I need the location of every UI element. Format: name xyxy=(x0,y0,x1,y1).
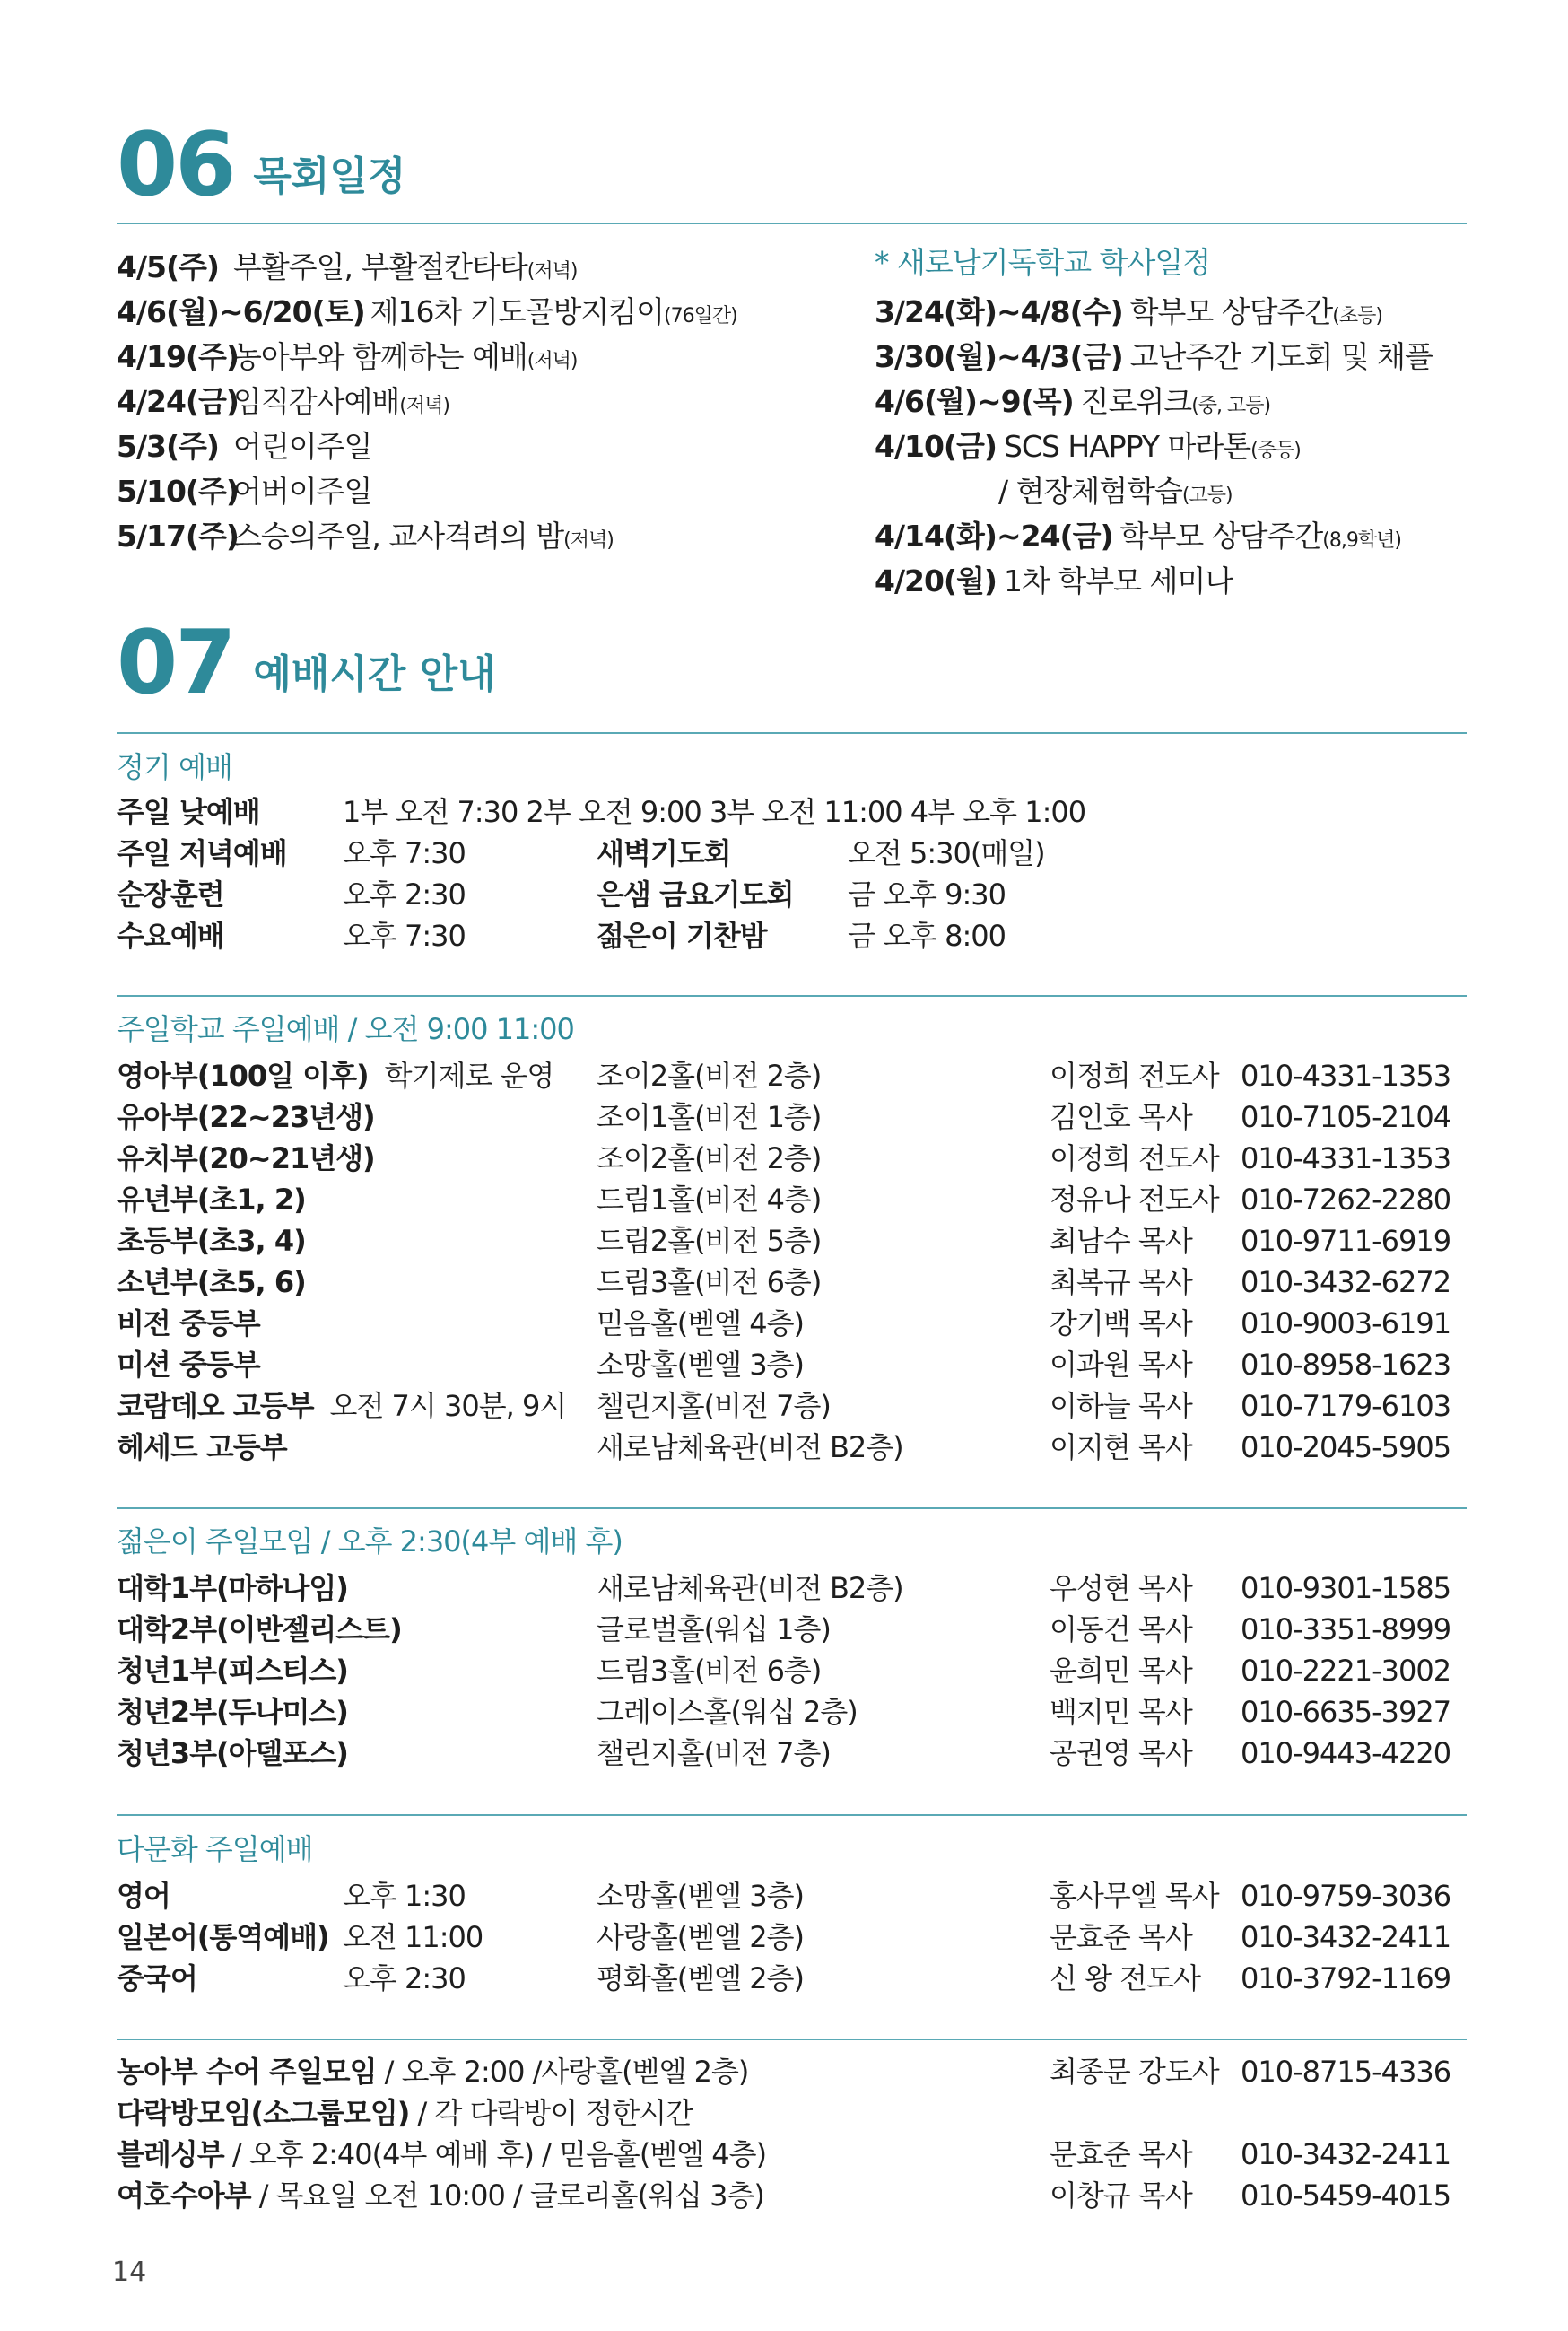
dept-place: 드림3홀(비전 6층) xyxy=(597,1265,822,1299)
schedule-item xyxy=(117,294,737,330)
dept-place: 드림2홀(비전 5층) xyxy=(597,1224,822,1258)
regular-service-name: 새벽기도회 xyxy=(597,836,731,870)
dept-cell xyxy=(117,1430,303,1464)
dept-pastor: 이정희 전도사 xyxy=(1050,1141,1219,1175)
youth-place: 글로벌홀(워십 1층) xyxy=(597,1612,831,1646)
meeting-name: 블레싱부 xyxy=(117,2137,224,2171)
dept-cell xyxy=(117,1100,391,1134)
section-07-header xyxy=(117,612,496,714)
multi-place: 평화홀(벧엘 2층) xyxy=(597,1961,804,1995)
meeting-phone: 010-5459-4015 xyxy=(1241,2178,1451,2213)
schedule-text: 농아부와 함께하는 예배 xyxy=(233,339,527,374)
dept-name: 소년부(초5, 6) xyxy=(117,1265,306,1299)
youth-dept: 청년2부(두나미스) xyxy=(117,1695,348,1729)
regular-worship-heading: 정기 예배 xyxy=(117,750,232,784)
schedule-date: 5/10(주) xyxy=(117,474,239,509)
dept-name: 영아부(100일 이후) xyxy=(117,1059,369,1093)
meeting-cell xyxy=(117,2137,766,2171)
dept-name: 비전 중등부 xyxy=(117,1306,260,1340)
schedule-note: (저녁) xyxy=(527,260,578,283)
youth-place: 챌린지홀(비전 7층) xyxy=(597,1736,831,1770)
youth-phone: 010-3351-8999 xyxy=(1241,1612,1451,1646)
school-item xyxy=(875,563,1233,599)
school-date: 4/10(금) xyxy=(875,429,997,464)
divider xyxy=(117,732,1467,734)
multi-pastor: 홍사무엘 목사 xyxy=(1050,1879,1219,1913)
meeting-cell xyxy=(117,2178,764,2213)
dept-cell xyxy=(117,1348,276,1382)
multi-lang: 영어 xyxy=(117,1879,170,1913)
school-item xyxy=(875,429,1301,465)
schedule-item xyxy=(117,429,371,465)
schedule-note: (76일간) xyxy=(664,305,737,327)
meeting-cell xyxy=(117,2055,748,2089)
meeting-pastor: 문효준 목사 xyxy=(1050,2137,1192,2171)
multi-pastor: 문효준 목사 xyxy=(1050,1920,1192,1954)
youth-phone: 010-9443-4220 xyxy=(1241,1736,1451,1770)
dept-place: 드림1홀(비전 4층) xyxy=(597,1183,822,1217)
schedule-item xyxy=(117,474,371,510)
multi-time: 오후 2:30 xyxy=(343,1961,466,1995)
youth-pastor: 이동건 목사 xyxy=(1050,1612,1192,1646)
dept-extra: 오전 7시 30분, 9시 xyxy=(329,1389,567,1423)
regular-service-time: 금 오후 8:00 xyxy=(848,919,1006,953)
dept-pastor: 이정희 전도사 xyxy=(1050,1059,1219,1093)
dept-pastor: 김인호 목사 xyxy=(1050,1100,1192,1134)
school-date: 4/14(화)~24(금) xyxy=(875,519,1113,554)
school-note: (초등) xyxy=(1332,305,1382,327)
school-date: 3/24(화)~4/8(수) xyxy=(875,294,1123,329)
regular-service-time: 오후 2:30 xyxy=(343,877,466,912)
divider xyxy=(117,2039,1467,2040)
dept-name: 코람데오 고등부 xyxy=(117,1389,314,1423)
schedule-item xyxy=(117,249,577,285)
school-text: 1차 학부모 세미나 xyxy=(1003,563,1233,598)
youth-phone: 010-9301-1585 xyxy=(1241,1571,1451,1605)
youth-dept: 청년3부(아델포스) xyxy=(117,1736,348,1770)
schedule-text: 임직감사예배 xyxy=(233,384,400,419)
dept-pastor: 최복규 목사 xyxy=(1050,1265,1192,1299)
dept-place: 조이2홀(비전 2층) xyxy=(597,1141,822,1175)
regular-service-time: 금 오후 9:30 xyxy=(848,877,1006,912)
multi-place: 사랑홀(벧엘 2층) xyxy=(597,1920,804,1954)
regular-service-time: 오전 5:30(매일) xyxy=(848,836,1045,870)
school-item xyxy=(875,339,1433,375)
dept-place: 조이1홀(비전 1층) xyxy=(597,1100,822,1134)
section-07-title: 예배시간 안내 xyxy=(253,651,496,697)
school-date: 4/20(월) xyxy=(875,563,997,598)
dept-cell xyxy=(117,1306,276,1340)
dept-cell xyxy=(117,1183,322,1217)
dept-pastor: 최남수 목사 xyxy=(1050,1224,1192,1258)
multi-lang: 중국어 xyxy=(117,1961,197,1995)
regular-service-time: 1부 오전 7:30 2부 오전 9:00 3부 오전 11:00 4부 오후 1:00 xyxy=(343,795,1086,829)
schedule-item xyxy=(117,519,614,554)
school-note: (중, 고등) xyxy=(1191,395,1271,417)
youth-place: 드림3홀(비전 6층) xyxy=(597,1654,822,1688)
multi-time: 오후 1:30 xyxy=(343,1879,466,1913)
dept-pastor: 이과원 목사 xyxy=(1050,1348,1192,1382)
dept-phone: 010-7262-2280 xyxy=(1241,1183,1451,1217)
school-item xyxy=(875,474,1233,510)
divider xyxy=(117,1507,1467,1509)
dept-place: 조이2홀(비전 2층) xyxy=(597,1059,822,1093)
meeting-cell xyxy=(117,2096,693,2130)
dept-place: 믿음홀(벧엘 4층) xyxy=(597,1306,804,1340)
youth-heading-title: 젊은이 주일모임 xyxy=(117,1524,313,1558)
school-text: / 현장체험학습 xyxy=(998,474,1182,509)
dept-name: 초등부(초3, 4) xyxy=(117,1224,306,1258)
schedule-date: 4/6(월)~6/20(토) xyxy=(117,294,365,329)
school-text: 학부모 상담주간 xyxy=(1129,294,1333,329)
section-06-number: 06 xyxy=(117,114,234,216)
schedule-text: 어버이주일 xyxy=(233,474,372,509)
meeting-name: 농아부 수어 주일모임 xyxy=(117,2055,377,2089)
youth-place: 그레이스홀(워십 2층) xyxy=(597,1695,858,1729)
school-date: 3/30(월)~4/3(금) xyxy=(875,339,1123,374)
dept-place: 챌린지홀(비전 7층) xyxy=(597,1389,831,1423)
school-item xyxy=(875,519,1401,554)
dept-phone: 010-7179-6103 xyxy=(1241,1389,1451,1423)
school-item xyxy=(875,384,1270,420)
school-note: (중등) xyxy=(1250,440,1301,462)
schedule-text: 스승의주일, 교사격려의 밤 xyxy=(233,519,564,554)
dept-cell xyxy=(117,1224,322,1258)
schedule-note: (저녁) xyxy=(399,395,449,417)
dept-name: 미션 중등부 xyxy=(117,1348,260,1382)
youth-pastor: 백지민 목사 xyxy=(1050,1695,1192,1729)
dept-name: 유치부(20~21년생) xyxy=(117,1141,375,1175)
dept-extra: 학기제로 운영 xyxy=(384,1059,554,1093)
regular-service-time: 오후 7:30 xyxy=(343,836,466,870)
dept-pastor: 강기백 목사 xyxy=(1050,1306,1192,1340)
dept-pastor: 이지현 목사 xyxy=(1050,1430,1192,1464)
dept-phone: 010-4331-1353 xyxy=(1241,1141,1451,1175)
dept-pastor: 이하늘 목사 xyxy=(1050,1389,1192,1423)
school-item xyxy=(875,294,1382,330)
meeting-name: 여호수아부 xyxy=(117,2178,251,2213)
schedule-text: 부활주일, 부활절칸타타 xyxy=(233,249,527,284)
meeting-phone: 010-8715-4336 xyxy=(1241,2055,1451,2089)
youth-dept: 청년1부(피스티스) xyxy=(117,1654,348,1688)
divider xyxy=(117,995,1467,997)
meeting-pastor: 이창규 목사 xyxy=(1050,2178,1192,2213)
multicultural-heading: 다문화 주일예배 xyxy=(117,1832,313,1866)
regular-service-name: 은샘 금요기도회 xyxy=(597,877,794,912)
dept-name: 유년부(초1, 2) xyxy=(117,1183,306,1217)
dept-phone: 010-4331-1353 xyxy=(1241,1059,1451,1093)
meeting-pastor: 최종문 강도사 xyxy=(1050,2055,1219,2089)
section-06-header xyxy=(117,114,406,216)
sunday-school-heading-title: 주일학교 주일예배 xyxy=(117,1012,340,1046)
regular-service-name: 주일 저녁예배 xyxy=(117,836,287,870)
dept-cell xyxy=(117,1389,566,1423)
meeting-name: 다락방모임(소그룹모임) xyxy=(117,2096,410,2130)
dept-name: 헤세드 고등부 xyxy=(117,1430,287,1464)
school-text: 진로위크 xyxy=(1080,384,1192,419)
school-note: (8,9학년) xyxy=(1322,529,1401,552)
regular-service-name: 주일 낮예배 xyxy=(117,795,260,829)
sunday-school-heading-time: / 오전 9:00 11:00 xyxy=(339,1012,574,1046)
regular-service-time: 오후 7:30 xyxy=(343,919,466,953)
youth-phone: 010-6635-3927 xyxy=(1241,1695,1451,1729)
regular-service-name: 수요예배 xyxy=(117,919,224,953)
youth-pastor: 우성현 목사 xyxy=(1050,1571,1192,1605)
dept-place: 소망홀(벧엘 3층) xyxy=(597,1348,804,1382)
dept-phone: 010-9003-6191 xyxy=(1241,1306,1451,1340)
youth-dept: 대학1부(마하나임) xyxy=(117,1571,348,1605)
youth-heading xyxy=(117,1519,623,1560)
dept-place: 새로남체육관(비전 B2층) xyxy=(597,1430,903,1464)
schedule-item xyxy=(117,339,577,375)
school-text: 학부모 상담주간 xyxy=(1119,519,1323,554)
schedule-text: 제16차 기도골방지킴이 xyxy=(370,294,665,329)
youth-dept: 대학2부(이반젤리스트) xyxy=(117,1612,402,1646)
meeting-detail: / 각 다락방이 정한시간 xyxy=(409,2096,693,2130)
dept-name: 유아부(22~23년생) xyxy=(117,1100,375,1134)
dept-pastor: 정유나 전도사 xyxy=(1050,1183,1219,1217)
youth-pastor: 공권영 목사 xyxy=(1050,1736,1192,1770)
schedule-note: (저녁) xyxy=(527,350,578,372)
meeting-detail: / 목요일 오전 10:00 / 글로리홀(워십 3층) xyxy=(250,2178,764,2213)
multi-place: 소망홀(벧엘 3층) xyxy=(597,1879,804,1913)
youth-heading-time: / 오후 2:30(4부 예배 후) xyxy=(312,1524,623,1558)
schedule-item xyxy=(117,384,449,420)
school-text: 고난주간 기도회 및 채플 xyxy=(1129,339,1433,374)
multi-lang: 일본어(통역예배) xyxy=(117,1920,329,1954)
schedule-date: 5/17(주) xyxy=(117,519,239,554)
school-date: 4/6(월)~9(목) xyxy=(875,384,1074,419)
multi-phone: 010-3792-1169 xyxy=(1241,1961,1451,1995)
divider xyxy=(117,223,1467,224)
meeting-detail: / 오후 2:40(4부 예배 후) / 믿음홀(벧엘 4층) xyxy=(223,2137,767,2171)
schedule-date: 4/5(주) xyxy=(117,249,220,284)
dept-phone: 010-3432-6272 xyxy=(1241,1265,1451,1299)
dept-phone: 010-2045-5905 xyxy=(1241,1430,1451,1464)
dept-cell xyxy=(117,1265,322,1299)
school-text: SCS HAPPY 마라톤 xyxy=(1003,429,1251,464)
schedule-date: 5/3(주) xyxy=(117,429,220,464)
multi-time: 오전 11:00 xyxy=(343,1920,483,1954)
youth-phone: 010-2221-3002 xyxy=(1241,1654,1451,1688)
meeting-detail: / 오후 2:00 /사랑홀(벧엘 2층) xyxy=(376,2055,749,2089)
dept-phone: 010-8958-1623 xyxy=(1241,1348,1451,1382)
section-06-title: 목회일정 xyxy=(253,153,406,199)
schedule-text: 어린이주일 xyxy=(233,429,372,464)
page-number: 14 xyxy=(112,2257,147,2288)
schedule-date: 4/24(금) xyxy=(117,384,239,419)
regular-service-name: 젊은이 기찬밤 xyxy=(597,919,767,953)
meeting-phone: 010-3432-2411 xyxy=(1241,2137,1451,2171)
section-07-number: 07 xyxy=(117,612,234,714)
dept-cell xyxy=(117,1059,553,1093)
multi-pastor: 신 왕 전도사 xyxy=(1050,1961,1200,1995)
multi-phone: 010-3432-2411 xyxy=(1241,1920,1451,1954)
youth-pastor: 윤희민 목사 xyxy=(1050,1654,1192,1688)
schedule-date: 4/19(주) xyxy=(117,339,239,374)
school-schedule-title: * 새로남기독학교 학사일정 xyxy=(875,245,1211,280)
youth-place: 새로남체육관(비전 B2층) xyxy=(597,1571,903,1605)
sunday-school-heading xyxy=(117,1007,574,1048)
schedule-note: (저녁) xyxy=(563,529,614,552)
school-note: (고등) xyxy=(1181,485,1233,507)
regular-service-name: 순장훈련 xyxy=(117,877,224,912)
divider xyxy=(117,1814,1467,1816)
dept-phone: 010-7105-2104 xyxy=(1241,1100,1451,1134)
dept-cell xyxy=(117,1141,391,1175)
multi-phone: 010-9759-3036 xyxy=(1241,1879,1451,1913)
dept-phone: 010-9711-6919 xyxy=(1241,1224,1451,1258)
